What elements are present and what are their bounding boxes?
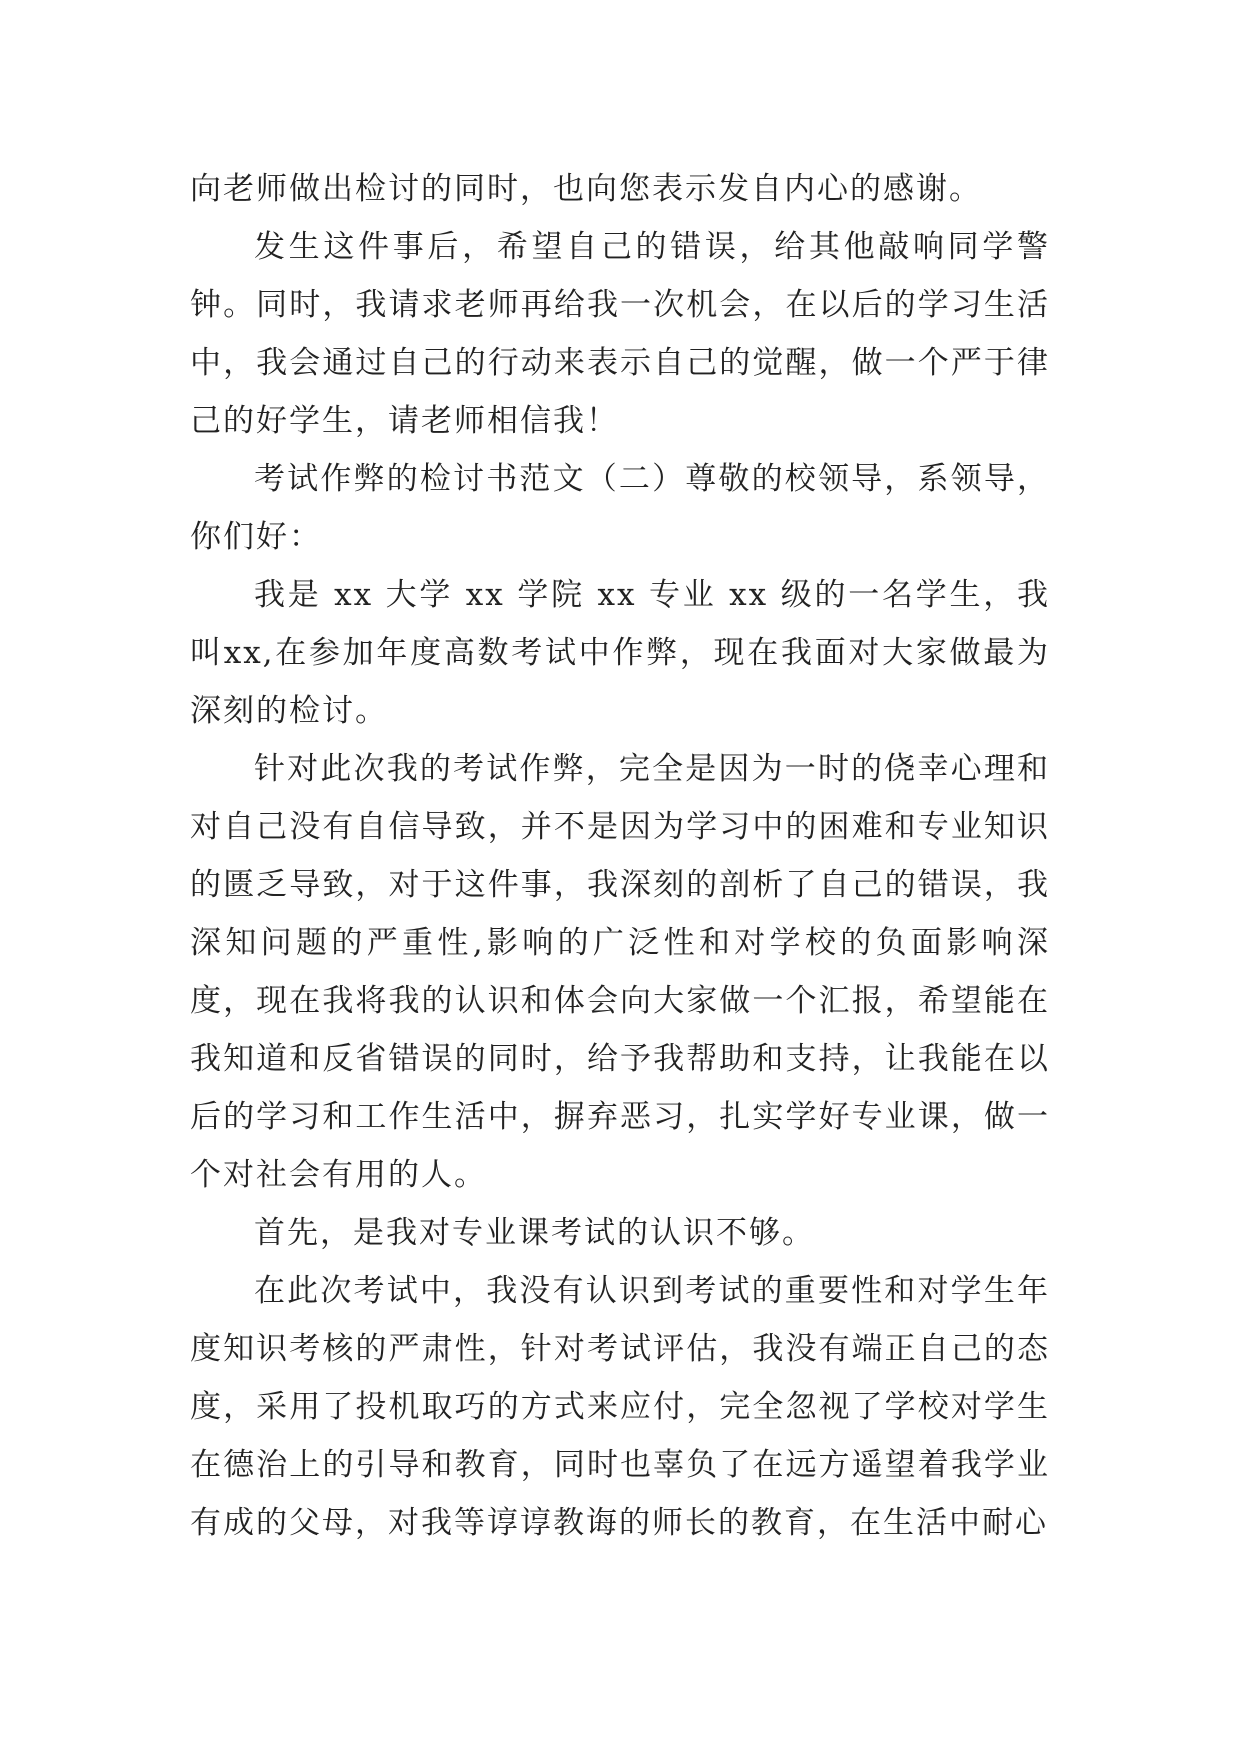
paragraph-5: 针对此次我的考试作弊，完全是因为一时的侥幸心理和对自己没有自信导致，并不是因为学习中的困难和专业知识的匮乏导致，对于这件事，我深刻的剖析了自己的错误，我深知问题的严重性,影响的广泛性和对学校的负面影响深度，现在我将我的认识和体会向大家做一个汇报，希望能在我知道和反省错误的同时，给予我帮助和支持，让我能在以后的学习和工作生活中，摒弃恶习，扎实学好专业课，做一个对社会有用的人。	[190, 751, 1050, 1193]
paragraph-4: 我是 xx 大学 xx 学院 xx 专业 xx 级的一名学生，我叫xx,在参加年度高数考试中作弊，现在我面对大家做最为深刻的检讨。	[190, 577, 1050, 729]
paragraph-1: 向老师做出检讨的同时，也向您表示发自内心的感谢。	[190, 171, 982, 207]
document-body	[190, 160, 1050, 1552]
paragraph-7: 在此次考试中，我没有认识到考试的重要性和对学生年度知识考核的严肃性，针对考试评估，我没有端正自己的态度，采用了投机取巧的方式来应付，完全忽视了学校对学生在德治上的引导和教育，同时也辜负了在远方遥望着我学业有成的父母，对我等谆谆教诲的师长的教育，在生活中耐心	[190, 1273, 1050, 1541]
paragraph-3: 考试作弊的检讨书范文（二）尊敬的校领导，系领导，你们好：	[190, 461, 1050, 555]
paragraph-6: 首先，是我对专业课考试的认识不够。	[254, 1215, 815, 1251]
paragraph-2: 发生这件事后，希望自己的错误，给其他敲响同学警钟。同时，我请求老师再给我一次机会，在以后的学习生活中，我会通过自己的行动来表示自己的觉醒，做一个严于律己的好学生，请老师相信我！	[190, 229, 1050, 439]
